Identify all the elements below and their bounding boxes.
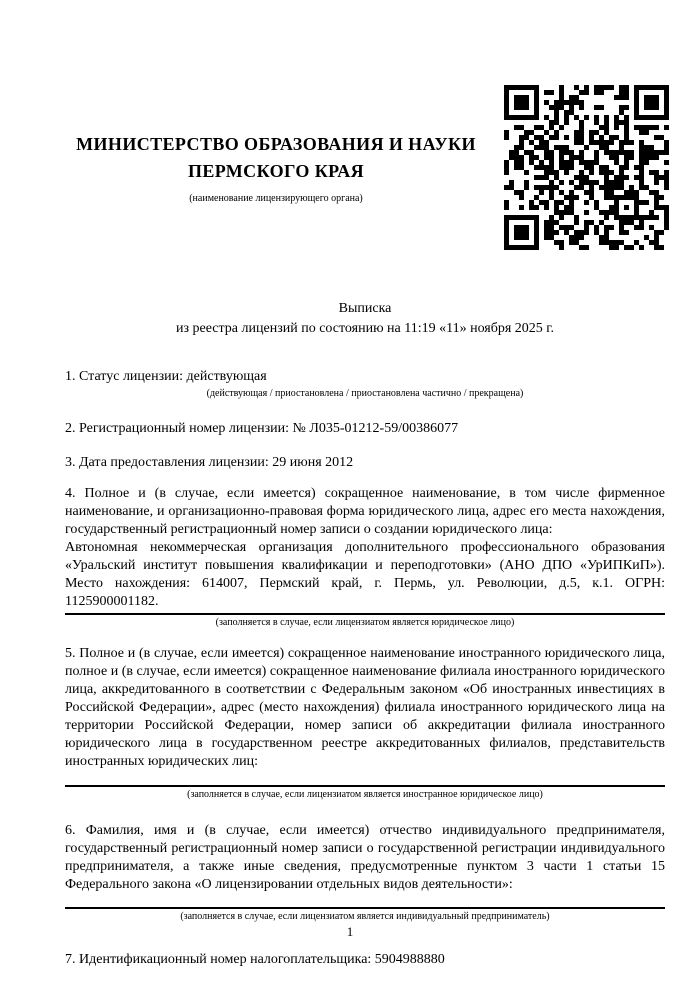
legal-entity-section	[65, 485, 665, 629]
page-number: 1	[346, 924, 354, 939]
foreign-entity-rule	[65, 785, 665, 787]
license-status-section	[65, 368, 665, 400]
entrepreneur-caption: (заполняется в случае, если лицензиатом является индивидуальный предприниматель)	[180, 911, 550, 922]
legal-entity-rule	[65, 613, 665, 615]
foreign-entity-caption: (заполняется в случае, если лицензиатом является иностранное юридическое лицо)	[187, 789, 543, 800]
legal-entity-label: 4. Полное и (в случае, если имеется) сокращенное наименование, в том числе фирменное наименование, и организационно-правовая форма юридического лица, адрес его места нахождения, государственный регистрационный номер записи о создании юридического лица:	[65, 486, 665, 537]
license-grant-date: 3. Дата предоставления лицензии: 29 июня 2012	[65, 455, 354, 470]
ministry-caption: (наименование лицензирующего органа)	[189, 193, 363, 204]
document-title-line2: из реестра лицензий по состоянию на 11:19 «11» ноября 2025 г.	[176, 321, 554, 336]
entrepreneur-section	[65, 822, 665, 923]
ministry-name-line1: МИНИСТЕРСТВО ОБРАЗОВАНИЯ И НАУКИ	[76, 134, 476, 154]
license-status: 1. Статус лицензии: действующая	[65, 369, 267, 384]
document-body	[65, 0, 665, 969]
foreign-entity-label: 5. Полное и (в случае, если имеется) сокращенное наименование иностранного юридического лица, полное и (в случае, если имеется) сокращенное наименование филиала иностранного юридического лица, аккредитованного в соответствии с Федеральным законом «Об иностранных инвестициях в Российской Федерации», адрес (место нахождения) филиала иностранного юридического лица на территории Российской Федерации, номер записи об аккредитации филиала иностранного юридического лица в государственном реестре аккредитованных филиалов, представительств иностранных юридических лиц:	[65, 646, 665, 769]
document-title	[65, 299, 665, 339]
entrepreneur-label: 6. Фамилия, имя и (в случае, если имеется) отчество индивидуального предпринимателя, государственный регистрационный номер записи о государственной регистрации индивидуального предпринимателя, а также иные сведения, предусмотренные пунктом 3 части 1 статьи 15 Федерального закона «О лицензировании отдельных видов деятельности»:	[65, 823, 665, 892]
license-status-caption: (действующая / приостановлена / приостановлена частично / прекращена)	[206, 388, 524, 399]
legal-entity-caption: (заполняется в случае, если лицензиатом является юридическое лицо)	[215, 617, 515, 628]
entrepreneur-rule	[65, 907, 665, 909]
ministry-name-line2: ПЕРМСКОГО КРАЯ	[187, 161, 365, 181]
taxpayer-id: 7. Идентификационный номер налогоплательщика: 5904988880	[65, 952, 445, 967]
legal-entity-value: Автономная некоммерческая организация дополнительного профессионального образования «Уральский институт повышения квалификации и переподготовки» (АНО ДПО «УрИПКиП»). Место нахождения: 614007, Пермский край, г. Пермь, ул. Революции, д.5, к.1. ОГРН: 1125900001182.	[65, 540, 665, 609]
document-title-line1: Выписка	[338, 301, 392, 316]
foreign-entity-section	[65, 645, 665, 801]
registration-number: 2. Регистрационный номер лицензии: № Л035-01212-59/00386077	[65, 421, 459, 436]
